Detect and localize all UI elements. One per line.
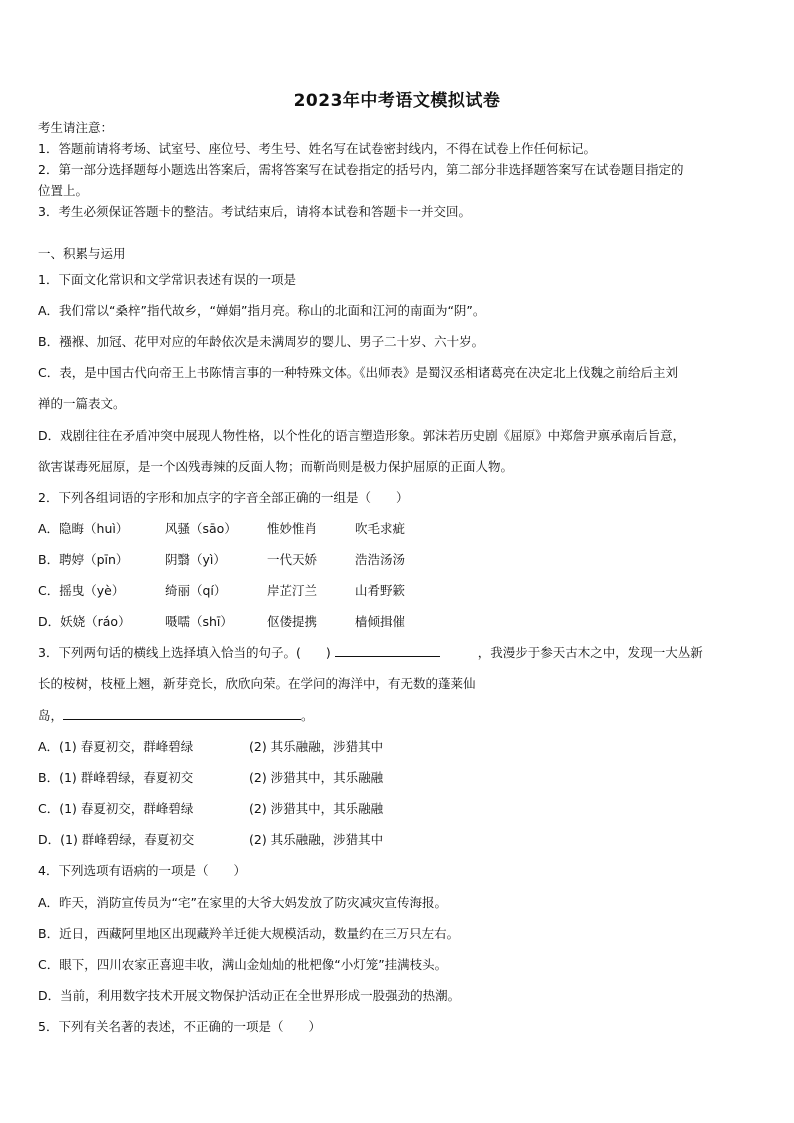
q2-d-word-3: 伛偻提携 bbox=[267, 614, 318, 629]
q2-d-word-1: D．妖娆（ráo） bbox=[38, 614, 131, 629]
q2-option-c bbox=[38, 583, 405, 599]
q3-option-a bbox=[38, 739, 383, 755]
q2-b-word-4: 浩浩汤汤 bbox=[355, 552, 406, 567]
q3-line-3-start: 岛， bbox=[38, 708, 64, 723]
section-heading: 一、积累与运用 bbox=[38, 246, 126, 261]
q2-a-word-1: A．隐晦（huì） bbox=[38, 521, 129, 536]
q1-option-a: A．我们常以“桑梓”指代故乡，“婵娟”指月亮。称山的北面和江河的南面为“阴”。 bbox=[38, 303, 486, 318]
notice-item-2-cont: 位置上。 bbox=[38, 183, 89, 198]
q2-c-word-3: 岸芷汀兰 bbox=[267, 583, 318, 598]
q2-a-word-2: 风骚（sāo） bbox=[165, 521, 237, 536]
q2-c-word-2: 绮丽（qí） bbox=[165, 583, 227, 598]
q3-line-3 bbox=[38, 708, 314, 724]
q3-line-3-end: 。 bbox=[301, 708, 314, 723]
q2-a-word-3: 惟妙惟肖 bbox=[267, 521, 318, 536]
notice-heading: 考生请注意： bbox=[38, 120, 114, 135]
q2-option-b bbox=[38, 552, 405, 568]
q4-option-b: B．近日，西藏阿里地区出现藏羚羊迁徙大规模活动，数量约在三万只左右。 bbox=[38, 926, 460, 941]
q1-option-c-cont: 禅的一篇表文。 bbox=[38, 396, 126, 411]
q3-option-b bbox=[38, 770, 383, 786]
q2-option-a bbox=[38, 521, 405, 537]
notice-item-1: 1．答题前请将考场、试室号、座位号、考生号、姓名写在试卷密封线内，不得在试卷上作任何标记。 bbox=[38, 141, 596, 156]
q3-b-part-2: (2) 涉猎其中，其乐融融 bbox=[249, 770, 384, 785]
q1-option-d-cont: 欲害谋毒死屈原，是一个凶残毒辣的反面人物；而靳尚则是极力保护屈原的正面人物。 bbox=[38, 459, 514, 474]
exam-title: 2023年中考语文模拟试卷 bbox=[293, 91, 501, 111]
q3-line-2: 长的桉树，枝桠上翘，新芽竞长，欣欣向荣。在学问的海洋中，有无数的蓬莱仙 bbox=[38, 676, 476, 691]
q3-c-part-1: C．(1) 春夏初交，群峰碧绿 bbox=[38, 801, 194, 816]
q3-stem bbox=[38, 645, 703, 661]
q2-d-word-2: 嗫嚅（shī） bbox=[165, 614, 233, 629]
q3-b-part-1: B．(1) 群峰碧绿，春夏初交 bbox=[38, 770, 194, 785]
q3-a-part-2: (2) 其乐融融，涉猎其中 bbox=[249, 739, 384, 754]
q3-a-part-1: A．(1) 春夏初交，群峰碧绿 bbox=[38, 739, 194, 754]
q1-option-b: B．襁褓、加冠、花甲对应的年龄依次是未满周岁的婴儿、男子二十岁、六十岁。 bbox=[38, 334, 485, 349]
q2-stem: 2．下列各组词语的字形和加点字的字音全部正确的一组是（ ） bbox=[38, 490, 409, 505]
q3-blank-1 bbox=[335, 656, 440, 657]
q2-option-d bbox=[38, 614, 405, 630]
notice-item-2: 2．第一部分选择题每小题选出答案后，需将答案写在试卷指定的括号内，第二部分非选择题答案写在试卷题目指定的 bbox=[38, 162, 684, 177]
q2-c-word-1: C．摇曳（yè） bbox=[38, 583, 125, 598]
q3-blank-2 bbox=[63, 719, 301, 720]
q3-stem-cont: ，我漫步于参天古木之中，发现一大丛新 bbox=[477, 645, 703, 660]
q4-option-c: C．眼下，四川农家正喜迎丰收，满山金灿灿的枇杷像“小灯笼”挂满枝头。 bbox=[38, 957, 448, 972]
q3-option-c bbox=[38, 801, 383, 817]
q1-stem: 1．下面文化常识和文学常识表述有误的一项是 bbox=[38, 272, 296, 287]
q2-a-word-4: 吹毛求疵 bbox=[355, 521, 406, 536]
q1-option-c: C．表，是中国古代向帝王上书陈情言事的一种特殊文体。《出师表》是蜀汉丞相诸葛亮在决定北上伐魏之前给后主刘 bbox=[38, 365, 678, 380]
q4-option-a: A．昨天，消防宣传员为“宅”在家里的大爷大妈发放了防灾减灾宣传海报。 bbox=[38, 895, 448, 910]
q1-option-d: D．戏剧往往在矛盾冲突中展现人物性格，以个性化的语言塑造形象。郭沫若历史剧《屈原》中郑詹尹禀承南后旨意， bbox=[38, 428, 686, 443]
q3-stem-text: 3．下列两句话的横线上选择填入恰当的句子。( ) bbox=[38, 645, 331, 660]
q2-b-word-1: B．聘婷（pīn） bbox=[38, 552, 129, 567]
q4-option-d: D．当前，利用数字技术开展文物保护活动正在全世界形成一股强劲的热潮。 bbox=[38, 988, 461, 1003]
q3-d-part-2: (2) 其乐融融，涉猎其中 bbox=[249, 832, 384, 847]
q2-d-word-4: 樯倾揖催 bbox=[355, 614, 406, 629]
q3-d-part-1: D．(1) 群峰碧绿，春夏初交 bbox=[38, 832, 195, 847]
q2-b-word-3: 一代天娇 bbox=[267, 552, 318, 567]
notice-item-3: 3．考生必须保证答题卡的整洁。考试结束后，请将本试卷和答题卡一并交回。 bbox=[38, 204, 471, 219]
q2-c-word-4: 山肴野簌 bbox=[355, 583, 406, 598]
q5-stem: 5．下列有关名著的表述，不正确的一项是（ ） bbox=[38, 1019, 321, 1034]
q4-stem: 4．下列选项有语病的一项是（ ） bbox=[38, 863, 246, 878]
q2-b-word-2: 阴翳（yì） bbox=[165, 552, 226, 567]
q3-option-d bbox=[38, 832, 383, 848]
q3-c-part-2: (2) 涉猎其中，其乐融融 bbox=[249, 801, 384, 816]
